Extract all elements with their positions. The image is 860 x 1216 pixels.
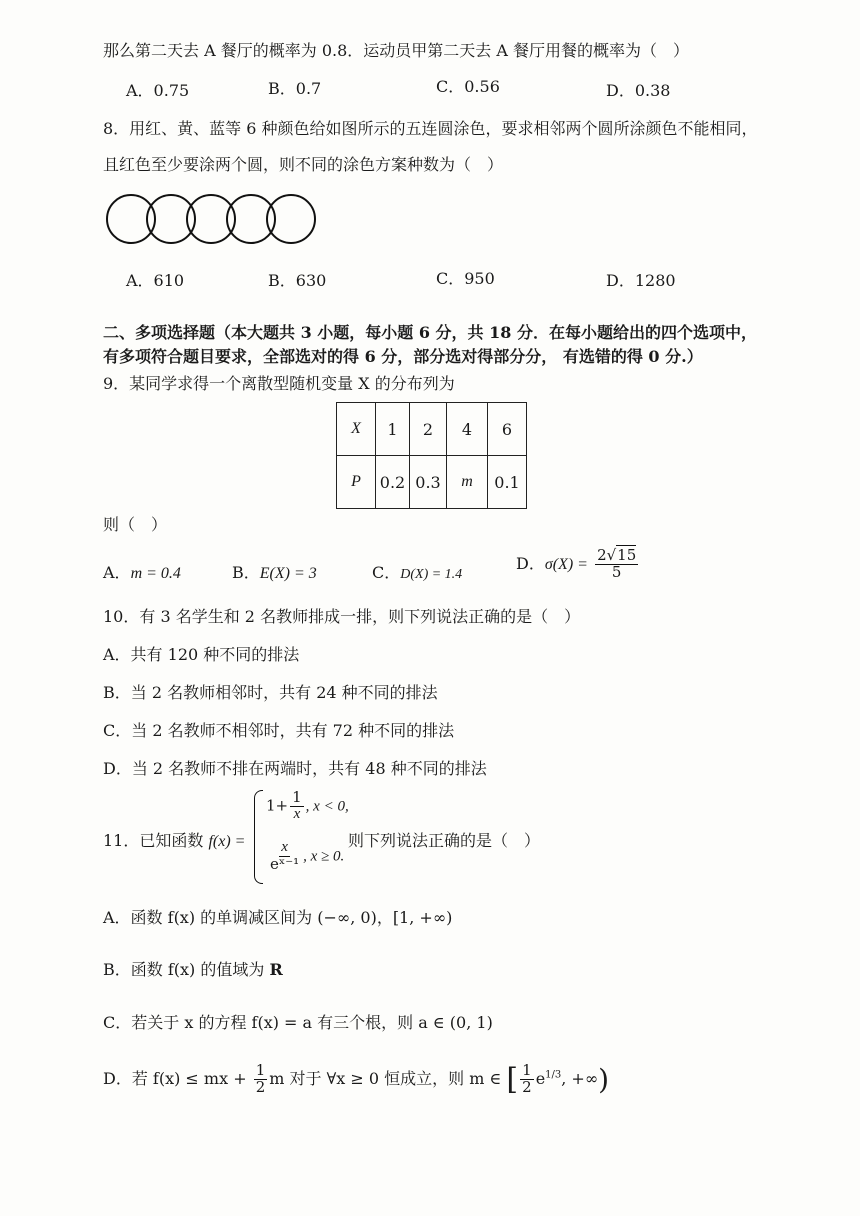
q9-option-d[interactable]: [516, 548, 640, 581]
stem-prefix: 11．已知函数: [103, 831, 204, 850]
table-cell: 2: [410, 403, 447, 456]
set-end: , +∞: [561, 1069, 599, 1088]
option-pre: D．若 f(x) ≤ mx +: [103, 1069, 247, 1088]
option-label: B．: [232, 563, 260, 582]
set-num: 1: [522, 1061, 532, 1080]
q7-option-d[interactable]: D．0.38: [606, 81, 671, 100]
distribution-table: [336, 402, 527, 509]
fraction: $\frac{2√15}{5}$: [597, 546, 637, 581]
q8-option-b[interactable]: B．630: [268, 271, 327, 290]
q9-stem: 9．某同学求得一个离散型随机变量 X 的分布列为: [103, 374, 455, 393]
q7-stem-continued: 那么第二天去 A 餐厅的概率为 0.8．运动员甲第二天去 A 餐厅用餐的概率为（ ）: [103, 41, 689, 60]
case1-pre: 1+: [266, 796, 289, 815]
option-label: C．: [372, 563, 401, 582]
case2-num: x: [281, 839, 288, 855]
q8-stem-line1: 8．用红、黄、蓝等 6 种颜色给如图所示的五连圆涂色，要求相邻两个圆所涂颜色不能相同，: [103, 119, 758, 138]
piecewise-function: [254, 790, 354, 886]
function-name: f(x) =: [208, 833, 246, 850]
table-row: [337, 456, 527, 509]
q9-option-a[interactable]: [103, 560, 181, 583]
q11-stem-prefix: [103, 828, 245, 851]
case2-cond: , x ≥ 0.: [303, 848, 345, 865]
q7-option-a[interactable]: A．0.75: [126, 81, 190, 100]
q7-option-c[interactable]: C．0.56: [436, 77, 500, 96]
q11-option-d[interactable]: D．若 f(x) ≤ mx + $\frac{1}{2}$ m 对于 ∀x ≥ 0 恒成立，则 m ∈ [ $\frac{1}{2}$ $e^{1/3}$, +∞): [103, 1061, 610, 1097]
q10-option-a[interactable]: A．共有 120 种不同的排法: [103, 645, 300, 664]
option-expr: m = 0.4: [130, 565, 181, 582]
section2-header-line2: 有多项符合题目要求，全部选对的得 6 分，部分选对得部分分， 有选错的得 0 分.）: [103, 347, 703, 366]
table-cell: 1: [376, 403, 410, 456]
section2-header-line1: 二、多项选择题（本大题共 3 小题，每小题 6 分，共 18 分．在每小题给出的四个选项中，: [103, 323, 757, 342]
table-row: [337, 403, 527, 456]
q7-option-b[interactable]: B．0.7: [268, 79, 322, 98]
option-bold-set: R: [269, 960, 283, 979]
q8-option-d[interactable]: D．1280: [606, 271, 676, 290]
case-2: [266, 840, 344, 873]
option-mid: m 对于 ∀x ≥ 0 恒成立，则 m ∈: [269, 1069, 502, 1088]
option-expr-lhs: σ(X) =: [544, 555, 588, 573]
q10-option-c[interactable]: C．当 2 名教师不相邻时，共有 72 种不同的排法: [103, 721, 455, 740]
q11-option-a[interactable]: A．函数 f(x) 的单调减区间为 (−∞, 0)，[1, +∞): [103, 908, 453, 927]
case1-num: 1: [292, 788, 302, 806]
left-brace: [254, 790, 263, 884]
q10-option-b[interactable]: B．当 2 名教师相邻时，共有 24 种不同的排法: [103, 683, 438, 702]
five-circles-figure: [106, 194, 316, 244]
q11-option-b[interactable]: [103, 957, 283, 980]
q9-option-b[interactable]: [232, 560, 317, 583]
numerator-coef: 2: [597, 546, 607, 564]
table-cell: 0.3: [410, 456, 447, 509]
q9-option-c[interactable]: [372, 560, 462, 583]
option-text: B．函数 f(x) 的值域为: [103, 960, 270, 979]
q10-stem: 10．有 3 名学生和 2 名教师排成一排，则下列说法正确的是（ ）: [103, 607, 581, 626]
denominator: 5: [611, 562, 622, 581]
q8-option-a[interactable]: A．610: [126, 271, 185, 290]
set-den: 2: [522, 1078, 532, 1096]
q10-option-d[interactable]: D．当 2 名教师不排在两端时，共有 48 种不同的排法: [103, 759, 487, 778]
case1-cond: , x < 0,: [305, 798, 349, 815]
set-exp-sup: 1/3: [545, 1069, 562, 1081]
numerator-radicand: 15: [617, 546, 637, 564]
case-1: [266, 790, 349, 823]
table-cell: 4: [447, 403, 488, 456]
option-expr: D(X) = 1.4: [400, 567, 463, 582]
case1-den: x: [293, 805, 301, 822]
q8-option-c[interactable]: C．950: [436, 269, 495, 288]
table-cell: P: [337, 456, 376, 509]
set-exp-base: e: [535, 1069, 546, 1088]
q8-stem-line2: 且红色至少要涂两个圆，则不同的涂色方案种数为（ ）: [103, 155, 504, 174]
table-cell: m: [447, 456, 488, 509]
table-cell: 0.1: [488, 456, 527, 509]
case2-den: eˣ⁻¹: [270, 854, 300, 873]
table-cell: 6: [488, 403, 527, 456]
table-cell: X: [337, 403, 376, 456]
option-label: D．: [516, 553, 545, 573]
option-label: A．: [103, 563, 131, 582]
frac-num: 1: [255, 1061, 266, 1080]
table-cell: 0.2: [376, 456, 410, 509]
q9-then: 则（ ）: [103, 515, 168, 534]
q11-option-c[interactable]: C．若关于 x 的方程 f(x) = a 有三个根，则 a ∈ (0, 1): [103, 1013, 493, 1032]
frac-den: 2: [255, 1078, 266, 1096]
circle-5: [266, 194, 316, 244]
option-expr: E(X) = 3: [259, 565, 317, 582]
q11-stem-suffix: 则下列说法正确的是（ ）: [348, 831, 541, 850]
